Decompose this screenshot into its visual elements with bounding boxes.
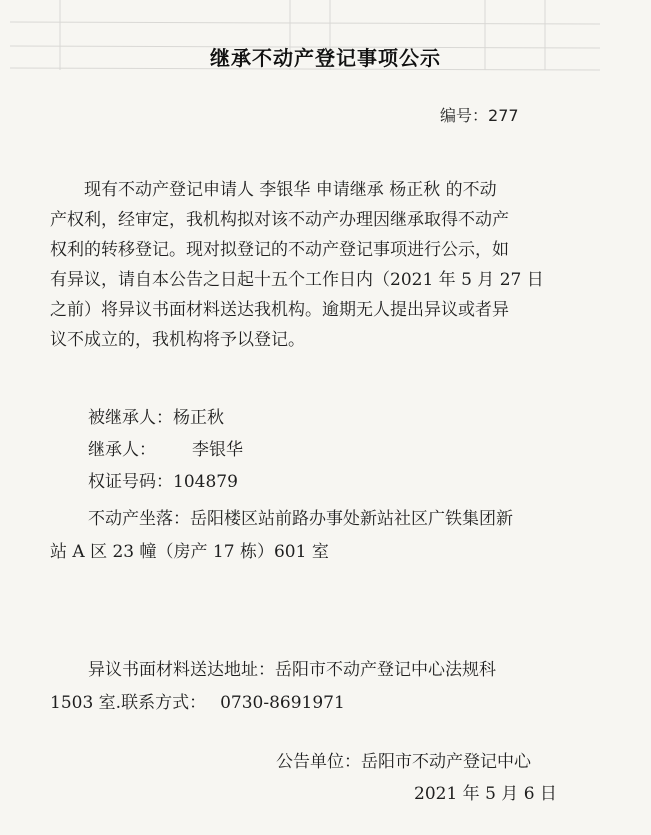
objection-address-line2: 1503 室.联系方式： 0730-8691971 — [50, 693, 345, 713]
certificate-value: 104879 — [173, 472, 238, 492]
decedent-field — [88, 403, 224, 428]
property-location-line1 — [88, 504, 513, 529]
body-line: 现有不动产登记申请人 李银华 申请继承 杨正秋 的不动 — [50, 180, 497, 200]
body-line: 产权利，经审定，我机构拟对该不动产办理因继承取得不动产 — [50, 210, 509, 230]
objection-address-label: 异议书面材料送达地址： — [88, 660, 275, 680]
objection-address-line1 — [88, 655, 496, 680]
body-line: 有异议，请自本公告之日起十五个工作日内（2021 年 5 月 27 日 — [50, 270, 544, 290]
issuer-label: 公告单位： — [276, 752, 361, 772]
heir-label: 继承人： — [88, 440, 156, 460]
heir-field — [88, 435, 243, 460]
property-location-line2: 站 A 区 23 幢（房产 17 栋）601 室 — [50, 542, 329, 562]
objection-room: 1503 室 — [50, 693, 116, 713]
certificate-field — [88, 467, 238, 492]
serial-number — [440, 103, 519, 126]
property-location-value: 岳阳楼区站前路办事处新站社区广铁集团新 — [190, 509, 513, 529]
serial-label: 编号： — [440, 106, 489, 125]
contact-phone: 0730-8691971 — [220, 693, 345, 713]
certificate-label: 权证号码： — [88, 472, 173, 492]
notice-title: 继承不动产登记事项公示 — [210, 46, 441, 70]
notice-date: 2021 年 5 月 6 日 — [414, 784, 557, 804]
body-line: 之前）将异议书面材料送达我机构。逾期无人提出异议或者异 — [50, 300, 509, 320]
decedent-label: 被继承人： — [88, 408, 173, 428]
decedent-value: 杨正秋 — [173, 408, 224, 428]
property-location-label: 不动产坐落： — [88, 509, 190, 529]
objection-address-value: 岳阳市不动产登记中心法规科 — [275, 660, 496, 680]
contact-label: 联系方式： — [121, 693, 207, 713]
heir-value: 李银华 — [192, 440, 243, 460]
issuer-field — [276, 747, 531, 772]
body-line: 权利的转移登记。现对拟登记的不动产登记事项进行公示，如 — [50, 240, 509, 260]
notice-body — [50, 175, 595, 355]
issuer-value: 岳阳市不动产登记中心 — [361, 752, 531, 772]
serial-value: 277 — [488, 106, 519, 125]
body-line: 议不成立的，我机构将予以登记。 — [50, 330, 305, 350]
